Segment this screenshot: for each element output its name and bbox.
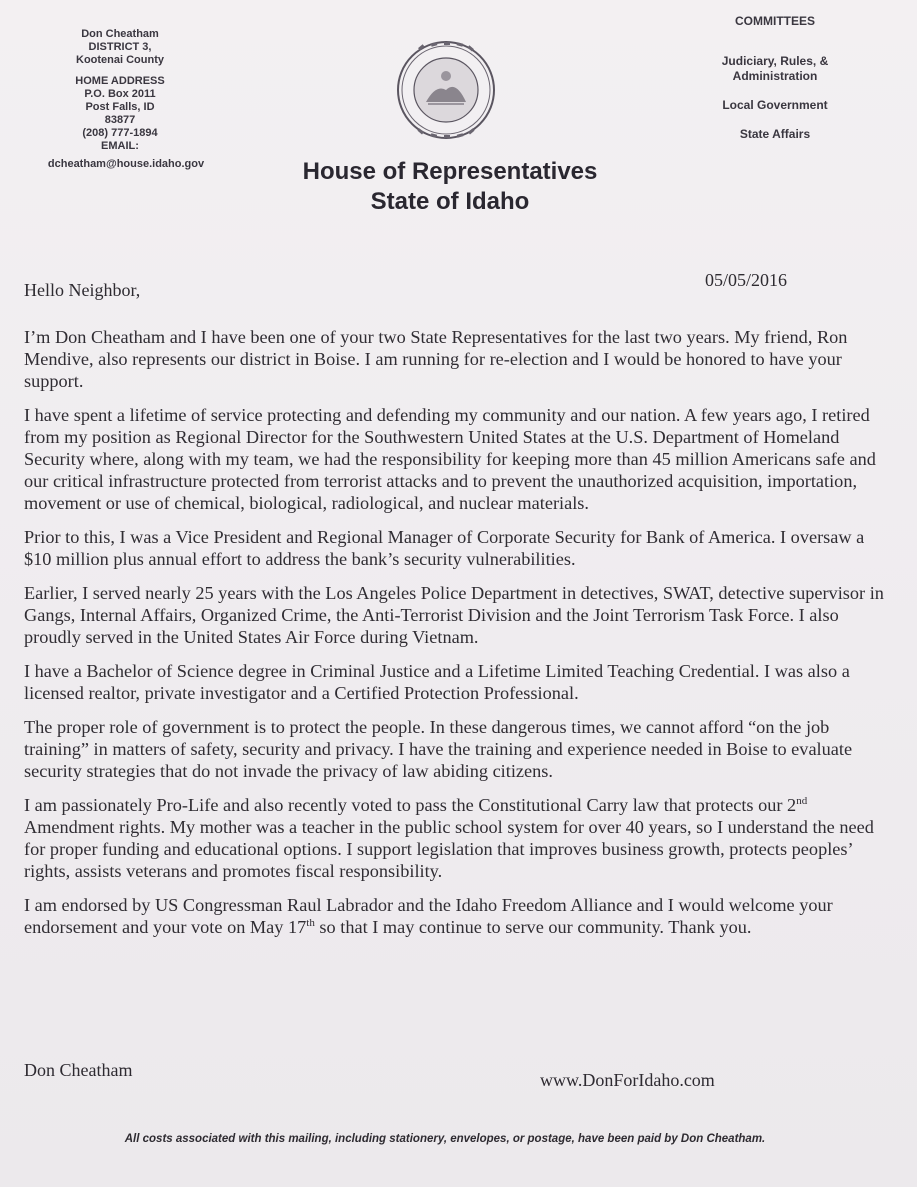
letter-body <box>24 326 894 950</box>
paragraph-endorsement <box>24 894 894 938</box>
committee-item: Judiciary, Rules, & Administration <box>721 54 829 83</box>
paragraph-intro: I’m Don Cheatham and I have been one of your two State Representatives for the last two years. My friend, Ron Mendive, also represents our district in Boise. I am running for re-election and I would be honored to have your support. <box>24 327 848 391</box>
paragraph-education: I have a Bachelor of Science degree in Criminal Justice and a Lifetime Limited Teaching Credential. I was also a licensed realtor, private investigator and a Certified Protection Professional. <box>24 661 850 703</box>
website-link[interactable]: www.DonForIdaho.com <box>540 1070 715 1090</box>
po-box: P.O. Box 2011 <box>84 88 156 100</box>
paragraph-government: The proper role of government is to protect the people. In these dangerous times, we cannot afford “on the job training” in matters of safety, security and privacy. I have the training and experience needed in Boise to evaluate security strategies that do not invade the privacy of law abiding citizens. <box>24 717 853 781</box>
paragraph-pro-life-text-b: Amendment rights. My mother was a teacher in the public school system for over 40 years, so I understand the need for proper funding and educational options. I support legislation that improves business growth, protects peoples’ rights, assists veterans and promotes fiscal responsibility. <box>24 817 874 881</box>
email-address[interactable]: dcheatham@house.idaho.gov <box>47 158 205 170</box>
committee-item: State Affairs <box>739 127 811 141</box>
greeting: Hello Neighbor, <box>24 280 141 300</box>
signature-name: Don Cheatham <box>24 1060 133 1080</box>
paragraph-lapd: Earlier, I served nearly 25 years with the Los Angeles Police Department in detectives, SWAT, detective supervisor in Gangs, Internal Affairs, Organized Crime, the Anti-Terrorist Division and the Joint Terrorism Task Force. I also proudly served in the United States Air Force during Vietnam. <box>24 583 884 647</box>
paragraph-endorsement-text-a: I am endorsed by US Congressman Raul Labrador and the Idaho Freedom Alliance and I would welcome your endorsement and your vote on May 17 <box>24 895 833 937</box>
paragraph-pro-life-text-a: I am passionately Pro-Life and also recently voted to pass the Constitutional Carry law that protects our 2 <box>24 795 797 815</box>
phone-number: (208) 777-1894 <box>82 127 158 139</box>
paragraph-pro-life <box>24 794 894 882</box>
state-seal-icon <box>396 40 496 140</box>
ordinal-superscript: th <box>306 916 315 929</box>
letter-date: 05/05/2016 <box>705 270 788 290</box>
email-label: EMAIL: <box>101 140 139 152</box>
sender-contact-block <box>40 28 200 153</box>
committee-item: Local Government <box>722 98 828 112</box>
committees-title: COMMITTEES <box>735 14 815 28</box>
paid-for-disclaimer: All costs associated with this mailing, including stationery, envelopes, or postage, have been paid by Don Cheatham. <box>124 1133 766 1145</box>
zip-code: 83877 <box>104 114 136 126</box>
sender-district: DISTRICT 3, <box>88 41 152 53</box>
sender-name: Don Cheatham <box>81 28 159 40</box>
heading-line-2: State of Idaho <box>370 188 530 215</box>
ordinal-superscript: nd <box>796 794 808 807</box>
sender-county: Kootenai County <box>76 54 164 66</box>
paragraph-bank: Prior to this, I was a Vice President and Regional Manager of Corporate Security for Bank of America. I oversaw a $10 million plus annual effort to address the bank’s security vulnerabilities. <box>24 527 865 569</box>
committees-list <box>700 54 850 156</box>
paragraph-service: I have spent a lifetime of service protecting and defending my community and our nation. A few years ago, I retired from my position as Regional Director for the Southwestern United States at the U.S. Department of Homeland Security where, along with my team, we had the responsibility for keeping more than 45 million Americans safe and our critical infrastructure protected from terrorist attacks and to prevent the unauthorized acquisition, importation, movement or use of chemical, biological, radiological, and nuclear materials. <box>24 405 876 513</box>
heading-line-1: House of Representatives <box>302 158 598 185</box>
letterhead-title <box>250 157 650 217</box>
home-address-label: HOME ADDRESS <box>75 75 165 87</box>
paragraph-endorsement-text-b: so that I may continue to serve our community. Thank you. <box>314 917 752 937</box>
city-state: Post Falls, ID <box>85 101 155 113</box>
